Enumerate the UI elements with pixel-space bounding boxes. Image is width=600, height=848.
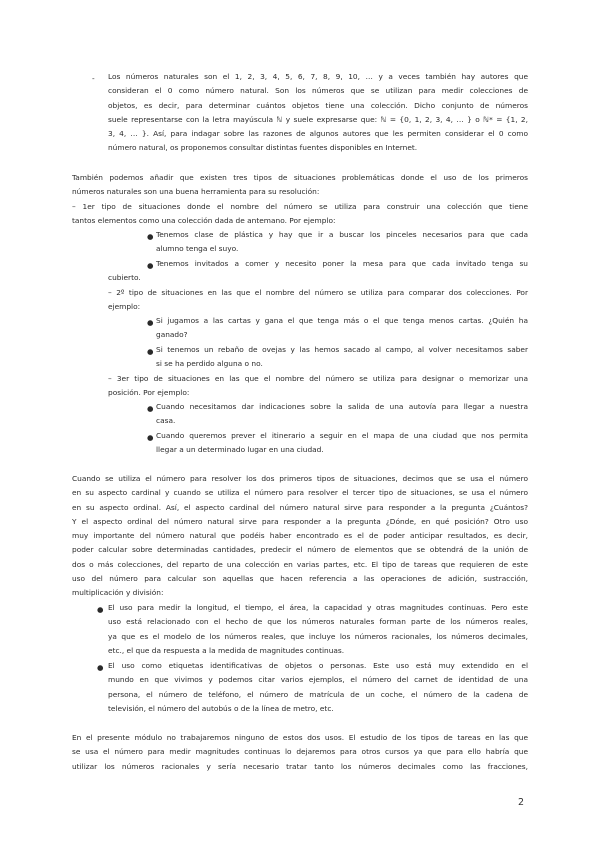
text-line: También podemos añadir que existen tres tipos de situaciones problemáticas donde el uso de los primeros <box>72 173 528 182</box>
text-line: – 2º tipo de situaciones en las que el nombre del número se utiliza para comparar dos colecciones. Por <box>108 288 528 297</box>
text-line: mundo en que vivimos y podemos citar varios ejemplos, el número del carnet de identidad de una <box>108 675 528 685</box>
situation-type-3 <box>108 372 528 401</box>
bullet-icon: ● <box>147 318 154 327</box>
text-line: tantos elementos como una colección dada de antemano. Por ejemplo: <box>72 215 336 225</box>
text-line: se usa el número para medir magnitudes continuas lo dejaremos para otros cursos ya que para ello habría que <box>72 747 528 757</box>
text-line: poder calcular sobre determinadas cantidades, predecir el número de elementos que se obtendrá de la unión de <box>72 545 528 555</box>
text-line: ganado? <box>156 330 188 340</box>
page-number: 2 <box>517 797 524 808</box>
paragraph-module-scope <box>72 731 528 774</box>
text-line: Tenemos clase de plástica y hay que ir a buscar los pinceles necesarios para que cada <box>156 230 528 239</box>
text-line: etc., el que da respuesta a la medida de magnitudes continuas. <box>108 645 345 655</box>
bullet-item <box>156 228 528 257</box>
text-line: – 1er tipo de situaciones donde el nombre del número se utiliza para construir una colección que tiene <box>72 201 528 211</box>
text-line: El uso para medir la longitud, el tiempo, el área, la capacidad y otras magnitudes continuas. Pero este <box>108 603 528 612</box>
text-line: casa. <box>156 416 176 426</box>
text-line: El uso como etiquetas identificativas de objetos o personas. Este uso está muy extendido en el <box>108 661 528 670</box>
bullet-item <box>156 400 528 429</box>
text-line: suele representarse con la letra mayúscula ℕ y suele expresarse que: ℕ = {0, 1, 2, 3, 4, … } o ℕ* = {1, 2, <box>108 114 528 124</box>
text-line: objetos, es decir, para determinar cuántos objetos tiene una colección. Dicho conjunto de números <box>108 100 528 110</box>
text-line: Cuando se utiliza el número para resolver los dos primeros tipos de situaciones, decimos que se usa el número <box>72 474 528 483</box>
text-line: muy importante del número natural que podéis haber encontrado es el de poder anticipar resultados, es decir, <box>72 531 528 541</box>
text-line: Los números naturales son el 1, 2, 3, 4, 5, 6, 7, 8, 9, 10, … y a veces también hay autores que <box>108 72 528 81</box>
text-line: si se ha perdido alguna o no. <box>156 359 263 369</box>
text-line: Cuando queremos prever el itinerario a seguir en el mapa de una ciudad que nos permita <box>156 431 528 440</box>
text-line: utilizar los números racionales y sería necesario tratar tanto los números decimales como las fracciones, <box>72 761 528 771</box>
text-line: llegar a un determinado lugar en una ciudad. <box>156 445 324 455</box>
text-line: en su aspecto ordinal. Así, el aspecto cardinal del número natural sirve para responder a la pregunta ¿Cuántos? <box>72 502 528 512</box>
text-line: En el presente módulo no trabajaremos ninguno de estos dos usos. El estudio de los tipos de tareas en las que <box>72 733 528 742</box>
text-line: Y el aspecto ordinal del número natural sirve para responder a la pregunta ¿Dónde, en qué posición? Otro uso <box>72 516 528 526</box>
text-line: Tenemos invitados a comer y necesito poner la mesa para que cada invitado tenga su <box>156 259 528 268</box>
text-line: ejemplo: <box>108 302 141 312</box>
text-line: alumno tenga el suyo. <box>156 244 239 254</box>
bullet-item <box>156 314 528 343</box>
text-line: en su aspecto cardinal y cuando se utiliza el número para resolver el tercer tipo de situaciones, se usa el número <box>72 488 528 498</box>
text-line: posición. Por ejemplo: <box>108 388 190 398</box>
text-line: uso está relacionado con el hecho de que los números naturales forman parte de los números reales, <box>108 617 528 627</box>
text-line: número natural, os proponemos consultar distintas fuentes disponibles en Internet. <box>108 143 418 153</box>
text-line: Si tenemos un rebaño de ovejas y las hemos sacado al campo, al volver necesitamos saber <box>156 345 528 354</box>
bullet-icon: ● <box>147 232 154 241</box>
paragraph-situation-types <box>72 171 528 228</box>
bullet-item <box>156 257 528 271</box>
text-line: – 3er tipo de situaciones en las que el nombre del número se utiliza para designar o memorizar una <box>108 374 528 383</box>
bullet-icon: ● <box>147 404 154 413</box>
text-line: dos o más colecciones, del reparto de una colección en varias partes, etc. El tipo de tareas que requieren de este <box>72 559 528 569</box>
bullet-icon: ● <box>147 347 154 356</box>
bullet-continuation <box>108 271 528 285</box>
bullet-item-labels <box>108 659 528 716</box>
paragraph-cardinal-ordinal <box>72 472 528 601</box>
text-line: 3, 4, … }. Así, para indagar sobre las razones de algunos autores que les permiten considerar el 0 como <box>108 129 528 139</box>
text-line: persona, el número de teléfono, el número de matrícula de un coche, el número de la cadena de <box>108 689 528 699</box>
text-line: consideran el 0 como número natural. Son los números que se utilizan para medir colecciones de <box>108 86 528 96</box>
bullet-item <box>156 429 528 458</box>
text-line: uso del número para calcular son aquellas que hacen referencia a las operaciones de adición, sustracción, <box>72 574 528 584</box>
situation-type-2 <box>108 286 528 315</box>
bullet-icon: ● <box>97 663 104 672</box>
text-line: números naturales son una buena herramienta para su resolución: <box>72 187 320 197</box>
bullet-item-measure <box>108 601 528 658</box>
dash-marker: - <box>92 74 95 83</box>
text-line: multiplicación y división: <box>72 588 164 598</box>
text-line: cubierto. <box>108 273 141 282</box>
bullet-icon: ● <box>97 605 104 614</box>
text-line: Si jugamos a las cartas y gana el que tenga más o el que tenga menos cartas. ¿Quién ha <box>156 316 528 325</box>
paragraph-natural-numbers <box>108 70 528 156</box>
bullet-icon: ● <box>147 433 154 442</box>
bullet-item <box>156 343 528 372</box>
bullet-icon: ● <box>147 261 154 270</box>
text-line: Cuando necesitamos dar indicaciones sobre la salida de una autovía para llegar a nuestra <box>156 402 528 411</box>
text-line: ya que es el modelo de los números reales, que incluye los números racionales, los números decimales, <box>108 631 528 641</box>
text-line: televisión, el número del autobús o de la línea de metro, etc. <box>108 703 334 713</box>
